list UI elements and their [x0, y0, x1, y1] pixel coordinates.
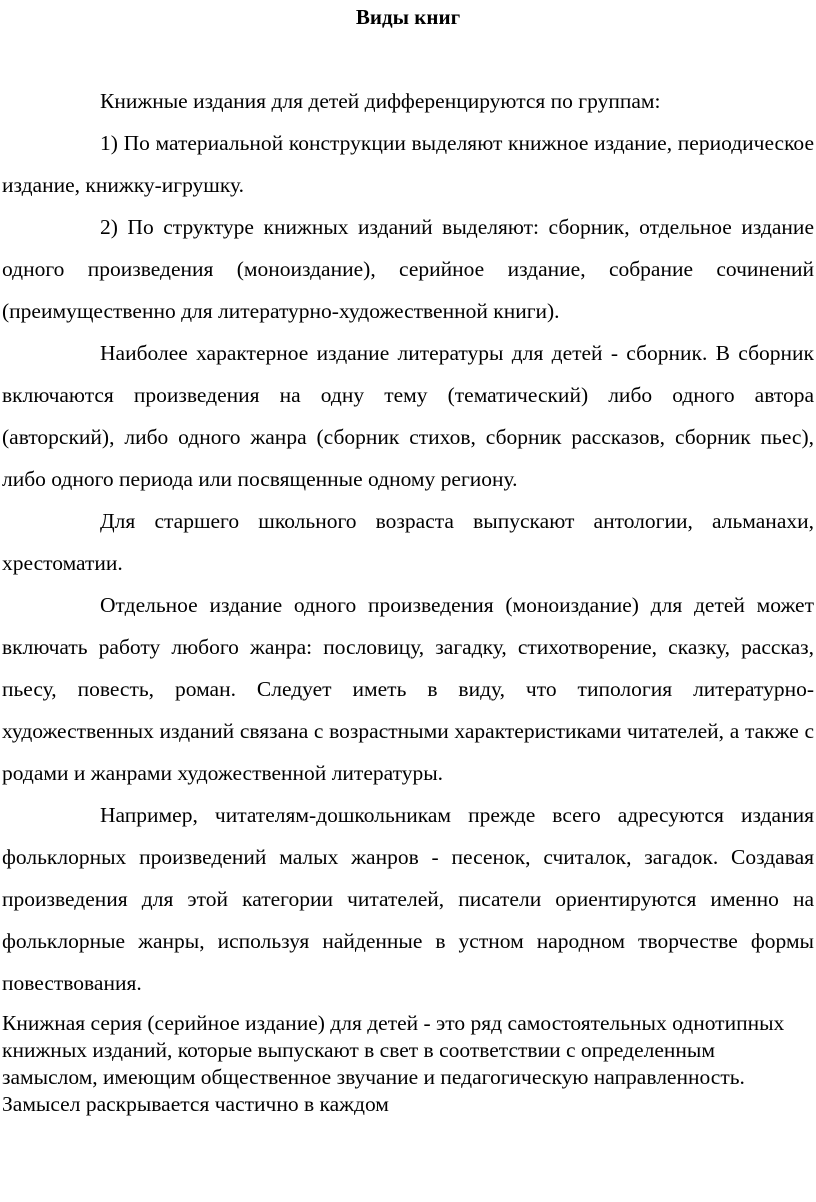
paragraph-material-construction: 1) По материальной конструкции выделяют книжное издание, периодическое издание, книжку-игрушку.	[2, 131, 814, 197]
paragraph-intro: Книжные издания для детей дифференцируются по группам:	[100, 89, 661, 113]
page-title: Виды книг	[355, 5, 461, 29]
paragraph-structure: 2) По структуре книжных изданий выделяют: сборник, отдельное издание одного произведения (моноиздание), серийное издание, собрание сочинений (преимущественно для литературно-художественной книги).	[2, 215, 814, 323]
paragraph-book-series: Книжная серия (серийное издание) для детей - это ряд самостоятельных однотипных книжных изданий, которые выпускают в свет в соответствии с определенным замыслом, имеющим общественное звучание и педагогическую направленность. Замысел раскрывается частично в каждом	[2, 1011, 785, 1116]
paragraph-mono-edition: Отдельное издание одного произведения (моноиздание) для детей может включать работу любого жанра: пословицу, загадку, стихотворение, сказку, рассказ, пьесу, повесть, роман. Следует иметь в виду, что типология литературно-художественных изданий связана с возрастными характеристиками читателей, а также с родами и жанрами художественной литературы.	[2, 593, 814, 785]
paragraph-preschoolers: Например, читателям-дошкольникам прежде всего адресуются издания фольклорных произведений малых жанров - песенок, считалок, загадок. Создавая произведения для этой категории читателей, писатели ориентируются именно на фольклорные жанры, используя найденные в устном народном творчестве формы повествования.	[2, 803, 814, 995]
paragraph-collection: Наиболее характерное издание литературы для детей - сборник. В сборник включаются произведения на одну тему (тематический) либо одного автора (авторский), либо одного жанра (сборник стихов, сборник рассказов, сборник пьес), либо одного периода или посвященные одному региону.	[2, 341, 814, 491]
document-body	[2, 80, 814, 1118]
paragraph-senior-school: Для старшего школьного возраста выпускают антологии, альманахи, хрестоматии.	[2, 509, 814, 575]
